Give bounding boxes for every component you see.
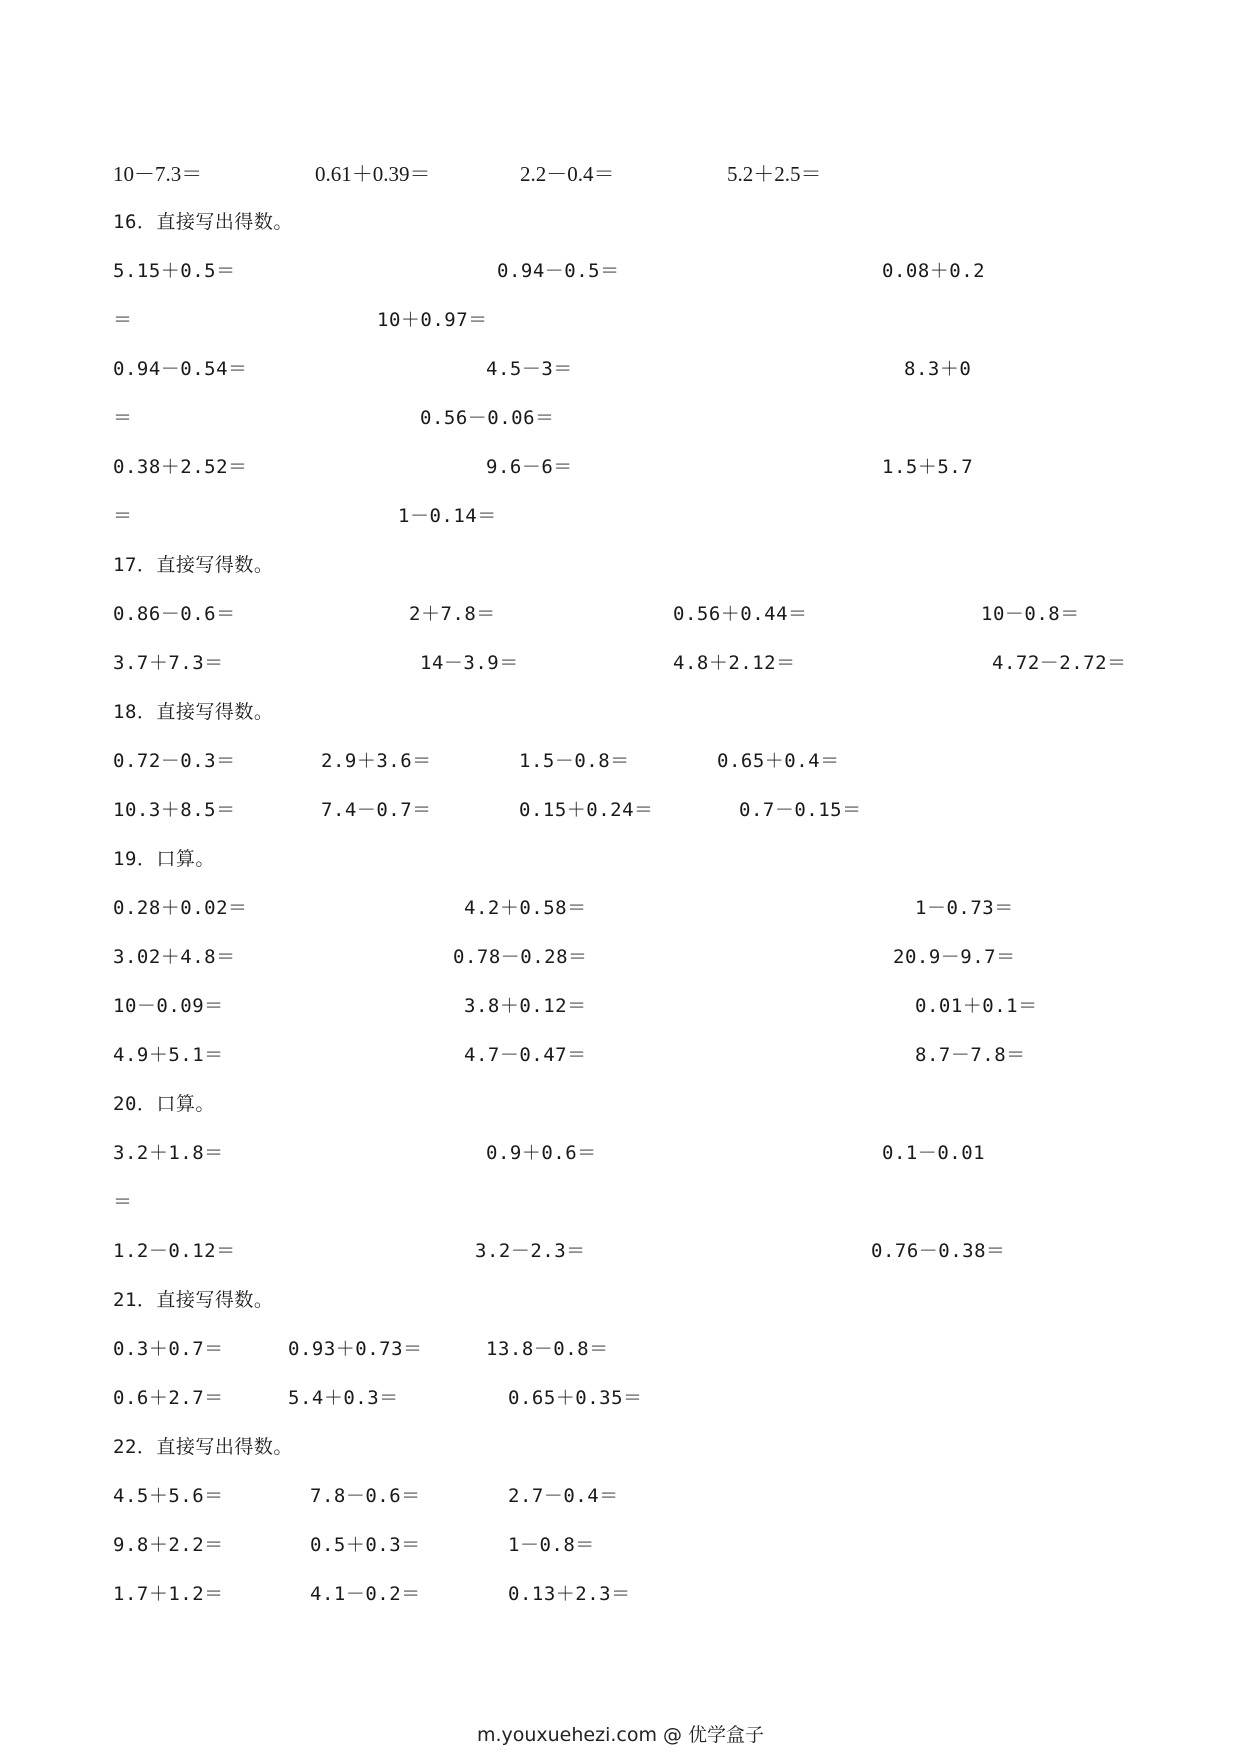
problem: 0.01＋0.1＝	[915, 995, 1038, 1017]
question-title-17: 17．直接写得数。	[113, 554, 274, 576]
problem: 4.7－0.47＝	[464, 1044, 587, 1066]
problem: 3.2－2.3＝	[475, 1240, 586, 1262]
problem: 0.93＋0.73＝	[288, 1338, 423, 1360]
problem: 0.9＋0.6＝	[486, 1142, 597, 1164]
problem: 10－0.09＝	[113, 995, 224, 1017]
problem: 4.8＋2.12＝	[673, 652, 796, 674]
problem-continuation: ＝	[113, 309, 133, 331]
problem: 10＋0.97＝	[377, 309, 488, 331]
problem: 0.28＋0.02＝	[113, 897, 248, 919]
problem: 2.9＋3.6＝	[321, 750, 432, 772]
problem: 0.86－0.6＝	[113, 603, 236, 625]
problem: 1－0.73＝	[915, 897, 1014, 919]
problem: 1－0.8＝	[508, 1534, 595, 1556]
problem: 0.65＋0.35＝	[508, 1387, 643, 1409]
problem: 0.94－0.54＝	[113, 358, 248, 380]
footer-watermark: m.youxuehezi.com @ 优学盒子	[476, 1724, 765, 1746]
problem: 4.2＋0.58＝	[464, 897, 587, 919]
problem: 4.72－2.72＝	[992, 652, 1127, 674]
problem: 4.5－3＝	[486, 358, 573, 380]
problem: 0.6＋2.7＝	[113, 1387, 224, 1409]
problem: 8.3＋0	[904, 358, 972, 380]
problem: 0.15＋0.24＝	[519, 799, 654, 821]
problem: 0.3＋0.7＝	[113, 1338, 224, 1360]
problem: 14－3.9＝	[420, 652, 519, 674]
problem: 0.94－0.5＝	[497, 260, 620, 282]
problem: 9.8＋2.2＝	[113, 1534, 224, 1556]
question-title-22: 22．直接写出得数。	[113, 1436, 293, 1458]
problem: 8.7－7.8＝	[915, 1044, 1026, 1066]
problem: 3.02＋4.8＝	[113, 946, 236, 968]
problem: 0.1－0.01	[882, 1142, 986, 1164]
question-title-18: 18．直接写得数。	[113, 701, 274, 723]
problem: 13.8－0.8＝	[486, 1338, 609, 1360]
question-title-21: 21．直接写得数。	[113, 1289, 274, 1311]
problem: 1.7＋1.2＝	[113, 1583, 224, 1605]
problem: 20.9－9.7＝	[893, 946, 1016, 968]
problem: 5.2＋2.5＝	[727, 162, 822, 186]
problem: 0.76－0.38＝	[871, 1240, 1006, 1262]
problem: 7.8－0.6＝	[310, 1485, 421, 1507]
problem: 3.2＋1.8＝	[113, 1142, 224, 1164]
problem: 0.61＋0.39＝	[315, 162, 431, 186]
problem: 0.78－0.28＝	[453, 946, 588, 968]
problem: 4.9＋5.1＝	[113, 1044, 224, 1066]
problem: 5.15＋0.5＝	[113, 260, 236, 282]
problem: 0.72－0.3＝	[113, 750, 236, 772]
problem: 2＋7.8＝	[409, 603, 496, 625]
problem: 0.5＋0.3＝	[310, 1534, 421, 1556]
problem: 0.56－0.06＝	[420, 407, 555, 429]
problem: 10－0.8＝	[981, 603, 1080, 625]
question-title-19: 19．口算。	[113, 848, 215, 870]
problem: 0.56＋0.44＝	[673, 603, 808, 625]
problem-continuation: ＝	[113, 1191, 133, 1213]
problem: 1.5－0.8＝	[519, 750, 630, 772]
question-title-20: 20．口算。	[113, 1093, 215, 1115]
problem: 0.65＋0.4＝	[717, 750, 840, 772]
problem: 3.7＋7.3＝	[113, 652, 224, 674]
problem-continuation: ＝	[113, 505, 133, 527]
problem: 4.5＋5.6＝	[113, 1485, 224, 1507]
problem: 4.1－0.2＝	[310, 1583, 421, 1605]
problem-continuation: ＝	[113, 407, 133, 429]
problem: 1.5＋5.7	[882, 456, 974, 478]
problem: 0.38＋2.52＝	[113, 456, 248, 478]
problem: 7.4－0.7＝	[321, 799, 432, 821]
problem: 0.08＋0.2	[882, 260, 986, 282]
problem: 3.8＋0.12＝	[464, 995, 587, 1017]
problem: 5.4＋0.3＝	[288, 1387, 399, 1409]
problem: 10－7.3＝	[113, 162, 203, 186]
problem: 9.6－6＝	[486, 456, 573, 478]
problem: 2.7－0.4＝	[508, 1485, 619, 1507]
problem: 10.3＋8.5＝	[113, 799, 236, 821]
problem: 1－0.14＝	[398, 505, 497, 527]
problem: 0.13＋2.3＝	[508, 1583, 631, 1605]
problem: 1.2－0.12＝	[113, 1240, 236, 1262]
problem: 2.2－0.4＝	[520, 162, 615, 186]
problem: 0.7－0.15＝	[739, 799, 862, 821]
question-title-16: 16．直接写出得数。	[113, 211, 293, 233]
